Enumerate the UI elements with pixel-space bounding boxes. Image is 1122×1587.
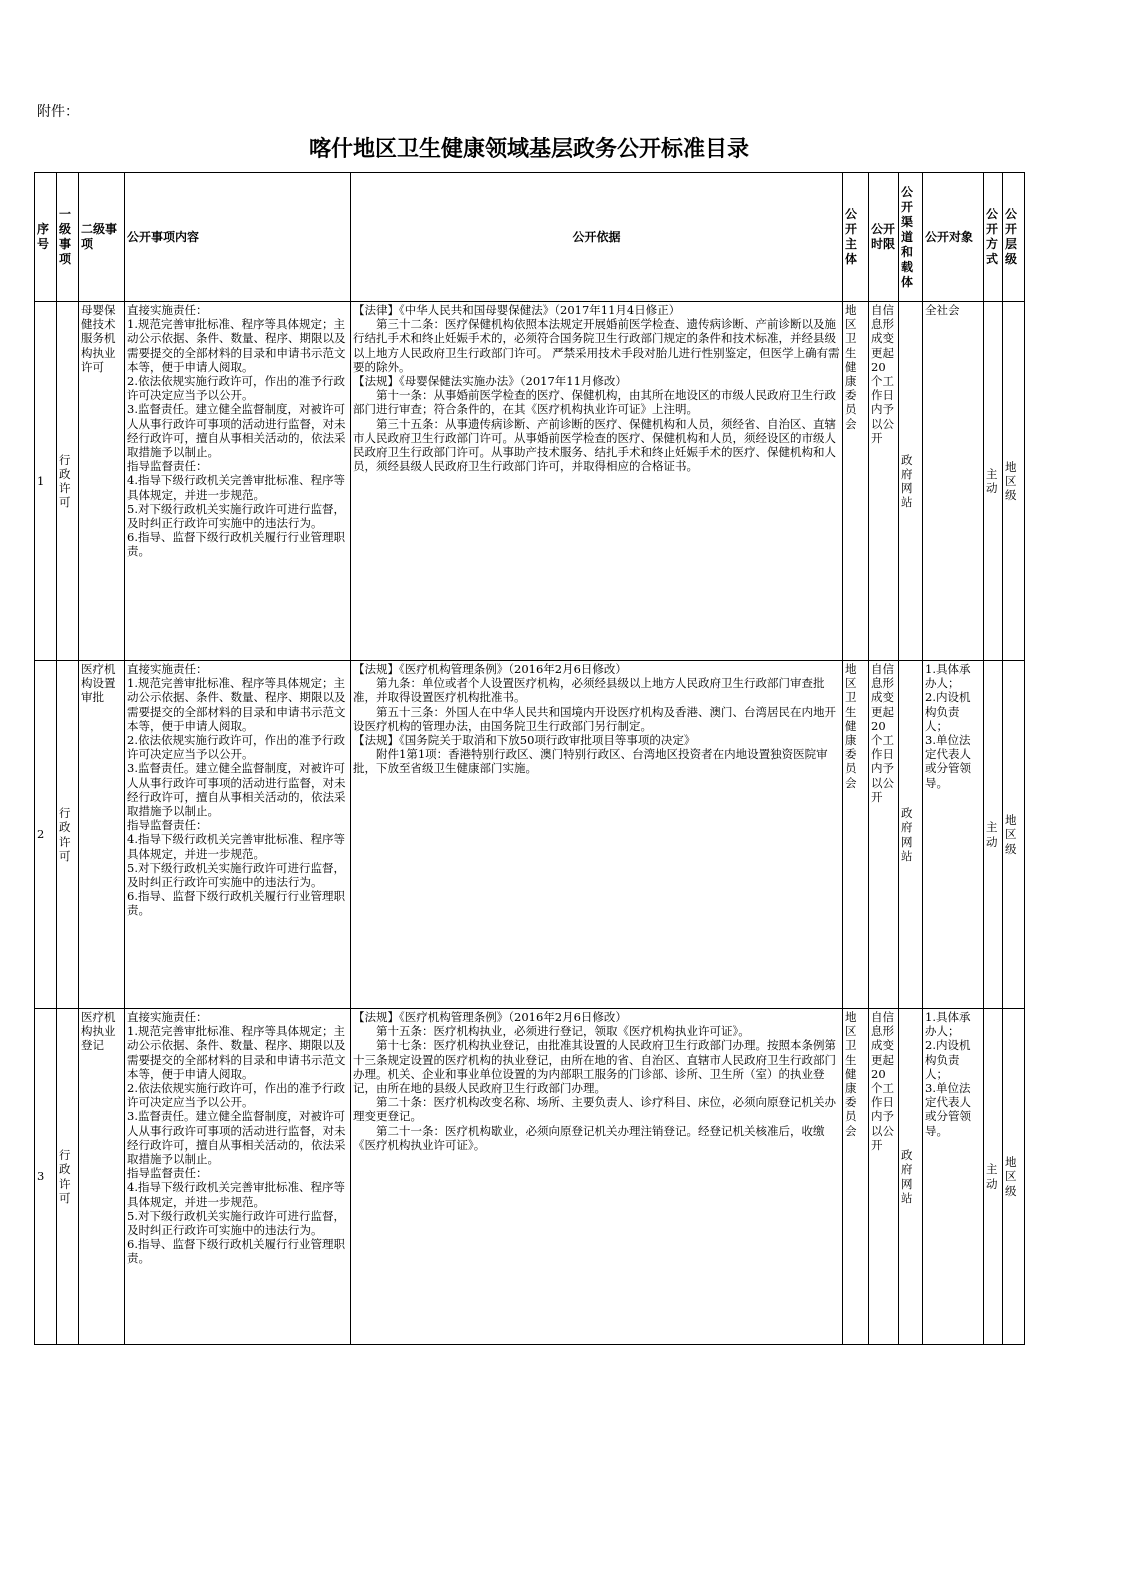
text-line: 6.指导、监督下级行政机关履行行业管理职责。: [127, 1237, 345, 1266]
row-subject: 地区卫生健康委员会: [843, 1009, 869, 1345]
basis-paragraph: 附件1第1项：香港特别行政区、澳门特别行政区、台湾地区投资者在内地设置独资医院审批，下放至省级卫生健康部门实施。: [353, 747, 828, 776]
text-line: 指导监督责任：: [127, 459, 208, 474]
header-row: [35, 173, 1025, 302]
text-line: 指导监督责任：: [127, 818, 208, 833]
table-row: [35, 661, 1025, 1009]
header-subject: 公开主体: [843, 173, 869, 302]
attachment-label: 附件：: [37, 104, 79, 120]
basis-paragraph: 第十五条：医疗机构执业，必须进行登记，领取《医疗机构执业许可证》。: [376, 1024, 750, 1039]
table-row: [35, 1009, 1025, 1345]
row-subject: 地区卫生健康委员会: [843, 302, 869, 661]
row-level2: 医疗机构执业登记: [79, 1009, 125, 1345]
text-line: 2.依法依规实施行政许可，作出的准予行政许可决定应当予以公开。: [127, 374, 345, 403]
text-line: 3.监督责任。建立健全监督制度，对被许可人从事行政许可事项的活动进行监督，对未经行政许可，擅自从事相关活动的，依法采取措施予以制止。: [127, 402, 346, 460]
header-method: 公开方式: [984, 173, 1003, 302]
row-target: [923, 302, 984, 661]
row-level2: 医疗机构设置审批: [79, 661, 125, 1009]
text-line: 5.对下级行政机关实施行政许可进行监督，及时纠正行政许可实施中的违法行为。: [127, 1208, 345, 1238]
text-line: 2.依法依规实施行政许可，作出的准予行政许可决定应当予以公开。: [127, 1081, 345, 1110]
row-channel: 政府网站: [899, 1009, 923, 1345]
row-seq: 3: [35, 1009, 57, 1345]
row-channel: 政府网站: [899, 661, 923, 1009]
basis-paragraph: 第十七条：医疗机构执业登记，由批准其设置的人民政府卫生行政部门办理。按照本条例第十三条规定设置的医疗机构的执业登记，由所在地的省、自治区、直辖市人民政府卫生行政部门办理。机关、企业和事业单位设置的为内部职工服务的门诊部、诊所、卫生所（室）的执业登记，由所在地的县级人民政府卫生行政部门办理。: [353, 1038, 836, 1096]
text-line: 6.指导、监督下级行政机关履行行业管理职责。: [127, 530, 345, 559]
row-level1: 行政许可: [57, 661, 79, 1009]
basis-paragraph: 【法规】《医疗机构管理条例》（2016年2月6日修改）: [353, 1010, 627, 1024]
row-basis: [351, 1009, 843, 1345]
text-line: 1.规范完善审批标准、程序等具体规定；主动公示依据、条件、数量、程序、期限以及需要提交的全部材料的目录和申请书示范文本等，便于申请人阅取。: [127, 676, 346, 733]
row-target: [923, 1009, 984, 1345]
header-tier: 公开层级: [1003, 173, 1025, 302]
text-line: 6.指导、监督下级行政机关履行行业管理职责。: [127, 889, 345, 918]
header-level1: 一级事项: [57, 173, 79, 302]
text-line: 3.单位法定代表人或分管领导。: [925, 1081, 971, 1138]
text-line: 直接实施责任：: [127, 1010, 208, 1024]
row-seq: 1: [35, 302, 57, 661]
text-line: 5.对下级行政机关实施行政许可进行监督，及时纠正行政许可实施中的违法行为。: [127, 860, 345, 890]
text-line: 5.对下级行政机关实施行政许可进行监督，及时纠正行政许可实施中的违法行为。: [127, 501, 345, 531]
text-line: 3.单位法定代表人或分管领导。: [925, 733, 971, 790]
header-deadline: 公开时限: [869, 173, 899, 302]
text-line: 1.规范完善审批标准、程序等具体规定；主动公示依据、条件、数量、程序、期限以及需要提交的全部材料的目录和申请书示范文本等，便于申请人阅取。: [127, 1024, 346, 1081]
basis-paragraph: 第二十条：医疗机构改变名称、场所、主要负责人、诊疗科目、床位，必须向原登记机关办理变更登记。: [353, 1095, 836, 1124]
text-line: 1.具体承办人；: [925, 1010, 971, 1039]
row-deadline: 自信息形成变更起20个工作日内予以公开: [869, 302, 899, 661]
text-line: 1.具体承办人；: [925, 662, 971, 691]
row-content: [125, 302, 351, 661]
row-tier: 地区级: [1003, 661, 1025, 1009]
text-line: 全社会: [925, 303, 960, 317]
row-tier: 地区级: [1003, 302, 1025, 661]
basis-paragraph: 第三十五条：从事遗传病诊断、产前诊断的医疗、保健机构和人员，须经省、自治区、直辖市人民政府卫生行政部门许可。从事婚前医学检查的医疗、保健机构和人员，须经设区的市级人民政府卫生行政部门许可。从事助产技术服务、结扎手术和终止妊娠手术的医疗、保健机构和人员，须经县级人民政府卫生行政部门许可，并取得相应的合格证书。: [353, 416, 836, 474]
row-content: [125, 1009, 351, 1345]
text-line: 4.指导下级行政机关完善审批标准、程序等具体规定，并进一步规范。: [127, 832, 345, 861]
page-title: 喀什地区卫生健康领域基层政务公开标准目录: [308, 137, 749, 162]
header-channel: 公开渠道和载体: [899, 173, 923, 302]
header-seq: 序号: [35, 173, 57, 302]
text-line: 4.指导下级行政机关完善审批标准、程序等具体规定，并进一步规范。: [127, 473, 345, 502]
row-tier: 地区级: [1003, 1009, 1025, 1345]
row-target: [923, 661, 984, 1009]
header-content: 公开事项内容: [125, 173, 351, 302]
basis-paragraph: 【法规】《医疗机构管理条例》（2016年2月6日修改）: [353, 662, 627, 676]
text-line: 1.规范完善审批标准、程序等具体规定；主动公示依据、条件、数量、程序、期限以及需要提交的全部材料的目录和申请书示范文本等，便于申请人阅取。: [127, 317, 346, 374]
row-method: 主动: [984, 661, 1003, 1009]
row-level1: 行政许可: [57, 1009, 79, 1345]
header-level2: 二级事项: [79, 173, 125, 302]
row-level2: 母婴保健技术服务机构执业许可: [79, 302, 125, 661]
basis-paragraph: 第九条：单位或者个人设置医疗机构，必须经县级以上地方人民政府卫生行政部门审查批准，并取得设置医疗机构批准书。: [353, 676, 825, 705]
basis-paragraph: 第二十一条：医疗机构歇业，必须向原登记机关办理注销登记。经登记机关核准后，收缴《医疗机构执业许可证》。: [353, 1123, 825, 1152]
row-method: 主动: [984, 1009, 1003, 1345]
text-line: 2.依法依规实施行政许可，作出的准予行政许可决定应当予以公开。: [127, 733, 345, 762]
row-deadline: 自信息形成变更起20个工作日内予以公开: [869, 1009, 899, 1345]
basis-paragraph: 第五十三条：外国人在中华人民共和国境内开设医疗机构及香港、澳门、台湾居民在内地开设医疗机构的管理办法，由国务院卫生行政部门另行制定。: [353, 704, 836, 733]
row-method: 主动: [984, 302, 1003, 661]
text-line: 4.指导下级行政机关完善审批标准、程序等具体规定，并进一步规范。: [127, 1180, 345, 1209]
disclosure-catalog-table: [34, 172, 1025, 1345]
basis-paragraph: 第三十二条：医疗保健机构依照本法规定开展婚前医学检查、遗传病诊断、产前诊断以及施行结扎手术和终止妊娠手术的，必须符合国务院卫生行政部门规定的条件和技术标准，并经县级以上地方人民政府卫生行政部门许可。 严禁采用技术手段对胎儿进行性别鉴定，但医学上确有需要的除外。: [353, 317, 840, 374]
text-line: 2.内设机构负责人；: [925, 1038, 971, 1081]
text-line: 指导监督责任：: [127, 1166, 208, 1181]
row-level1: 行政许可: [57, 302, 79, 661]
basis-paragraph: 第十一条：从事婚前医学检查的医疗、保健机构，由其所在地设区的市级人民政府卫生行政部门进行审查；符合条件的，在其《医疗机构执业许可证》上注明。: [353, 388, 836, 417]
row-subject: 地区卫生健康委员会: [843, 661, 869, 1009]
header-basis: 公开依据: [351, 173, 843, 302]
row-basis: [351, 302, 843, 661]
text-line: 直接实施责任：: [127, 303, 208, 317]
row-seq: 2: [35, 661, 57, 1009]
basis-paragraph: 【法规】《母婴保健法实施办法》（2017年11月修改）: [353, 374, 627, 389]
text-line: 2.内设机构负责人；: [925, 690, 971, 733]
text-line: 3.监督责任。建立健全监督制度，对被许可人从事行政许可事项的活动进行监督，对未经行政许可，擅自从事相关活动的，依法采取措施予以制止。: [127, 761, 346, 819]
basis-paragraph: 【法规】《国务院关于取消和下放50项行政审批项目等事项的决定》: [353, 733, 696, 748]
table-row: [35, 302, 1025, 661]
row-content: [125, 661, 351, 1009]
row-channel: 政府网站: [899, 302, 923, 661]
row-basis: [351, 661, 843, 1009]
text-line: 直接实施责任：: [127, 662, 208, 676]
text-line: 3.监督责任。建立健全监督制度，对被许可人从事行政许可事项的活动进行监督，对未经行政许可，擅自从事相关活动的，依法采取措施予以制止。: [127, 1109, 346, 1167]
header-target: 公开对象: [923, 173, 984, 302]
row-deadline: 自信息形成变更起20个工作日内予以公开: [869, 661, 899, 1009]
basis-paragraph: 【法律】《中华人民共和国母婴保健法》（2017年11月4日修正）: [353, 303, 681, 317]
